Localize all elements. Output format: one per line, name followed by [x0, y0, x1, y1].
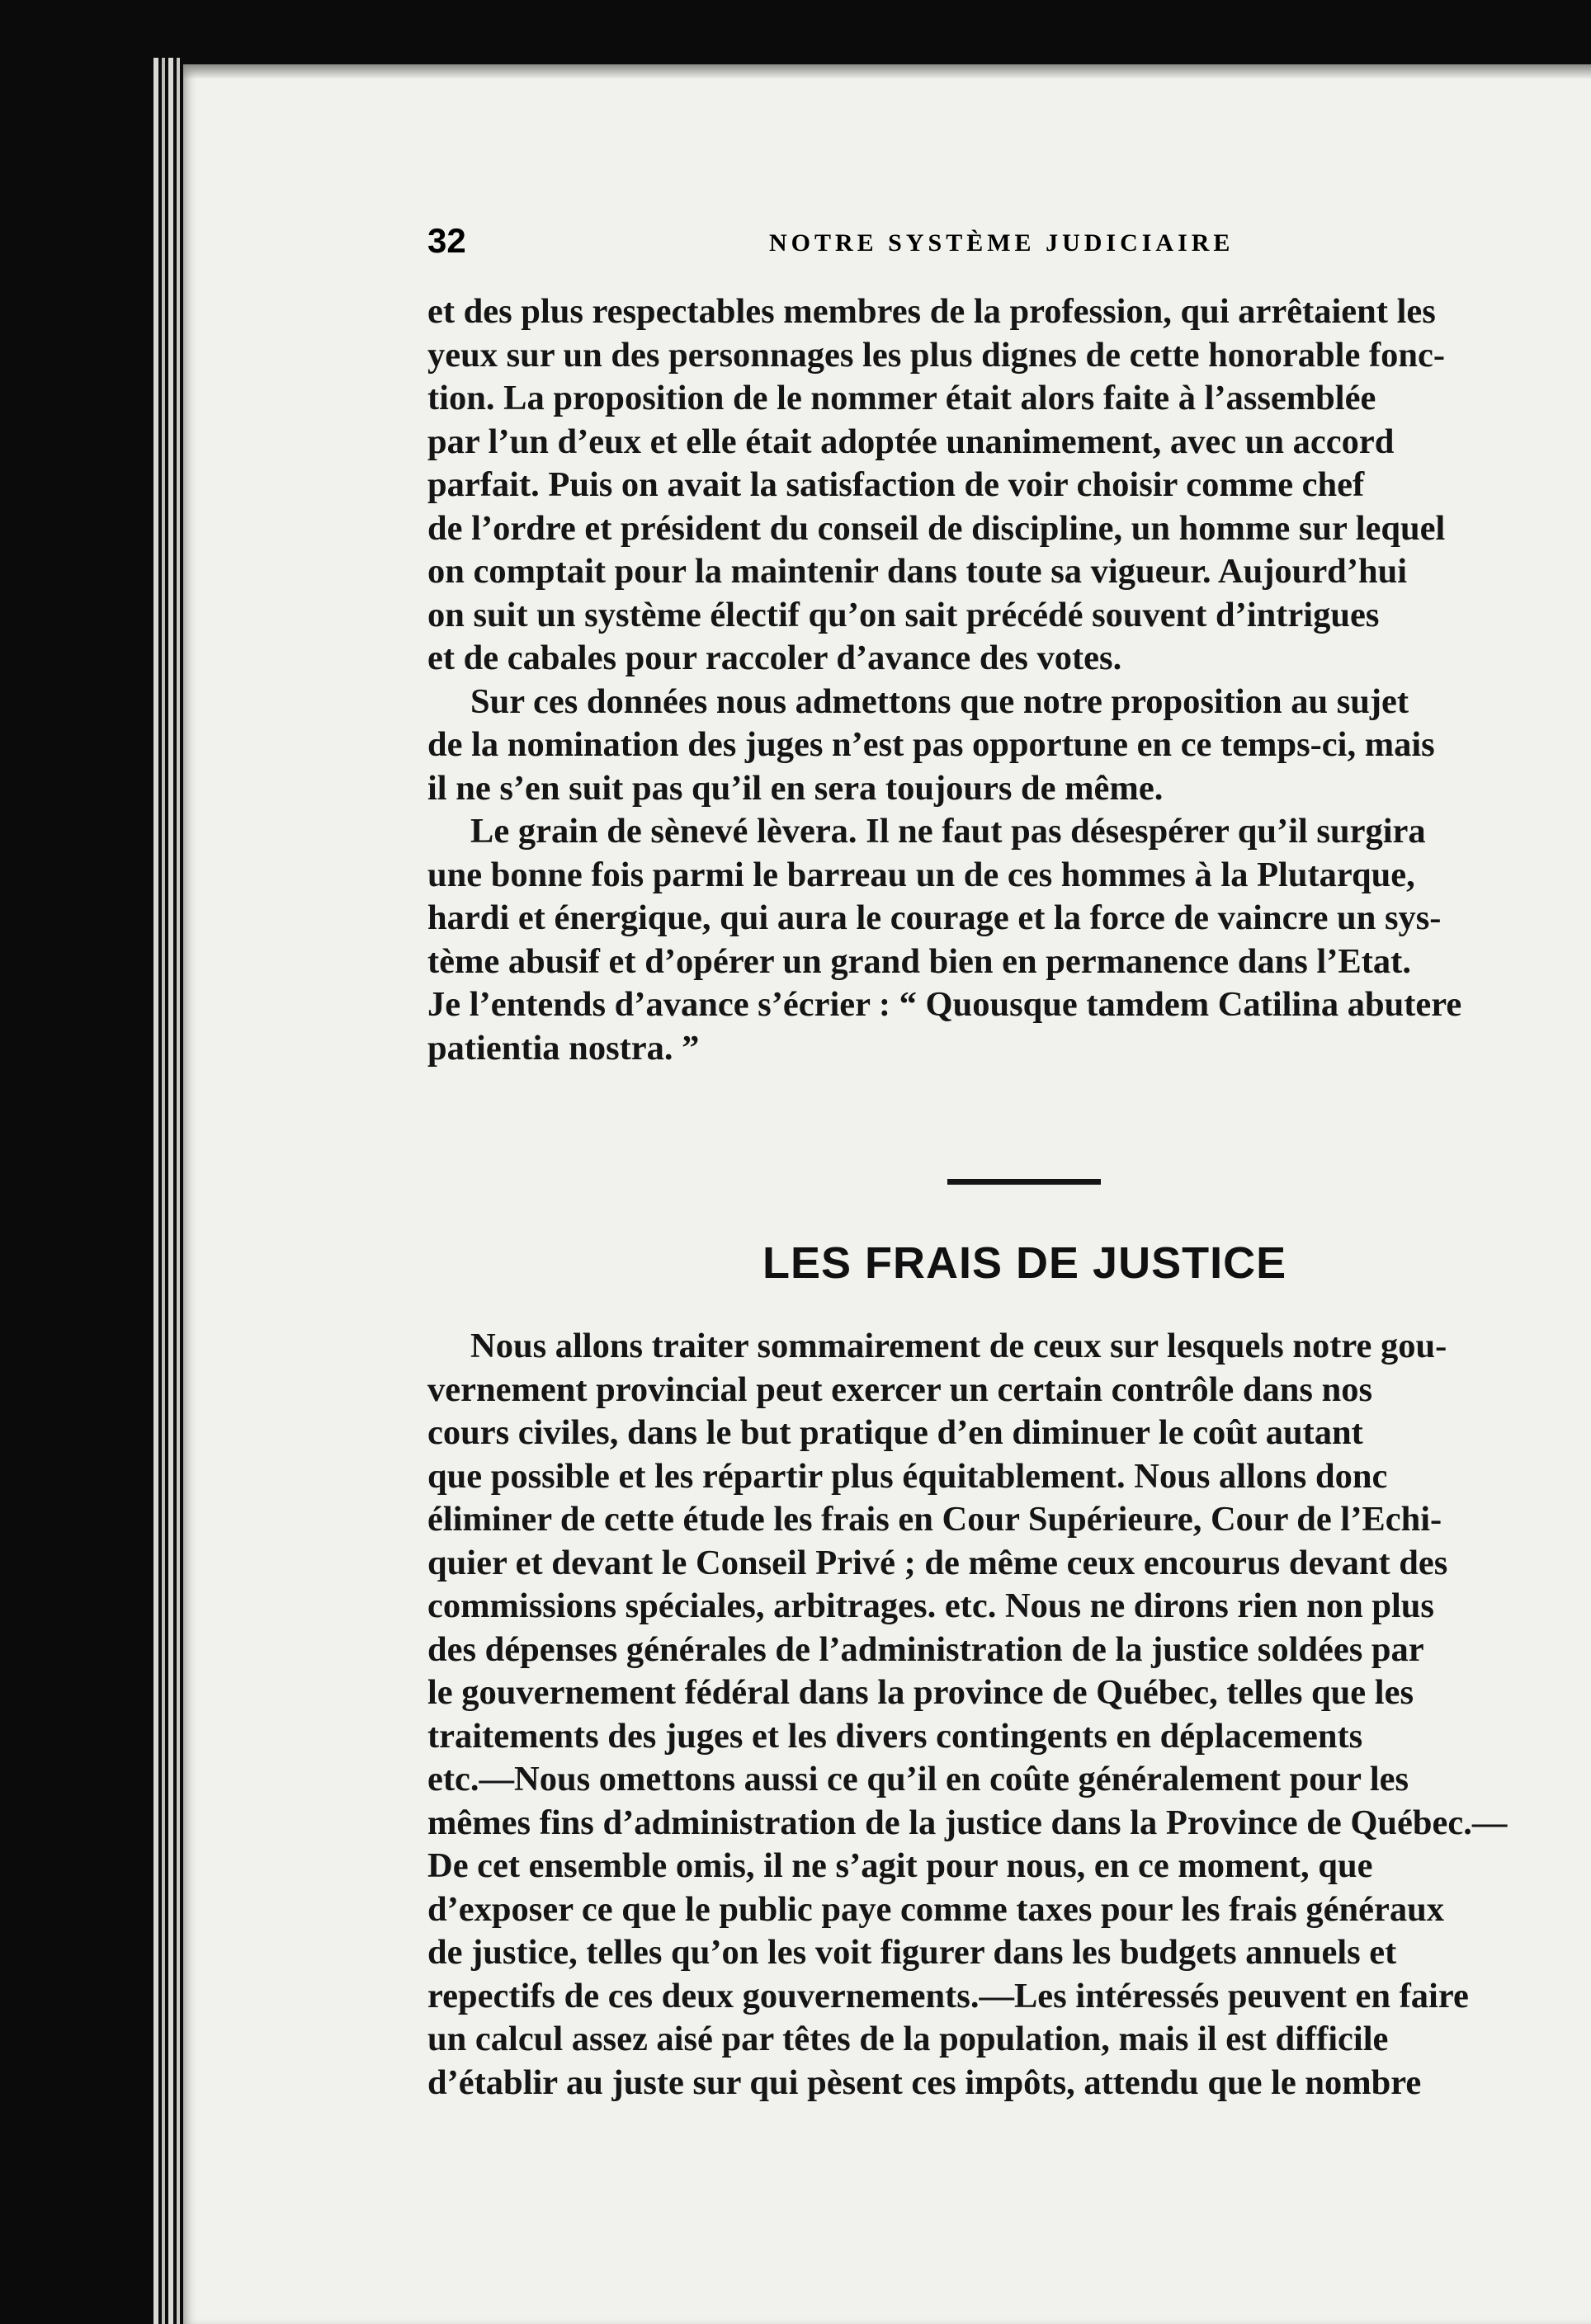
body-text-block-1 — [427, 290, 1591, 1070]
running-header-title: NOTRE SYSTÈME JUDICIAIRE — [769, 229, 1235, 257]
text-line: repectifs de ces deux gouvernements.—Les intéressés peuvent en faire — [427, 1976, 1469, 2015]
text-line: Sur ces données nous admettons que notre proposition au sujet — [470, 681, 1409, 721]
text-line: tème abusif et d’opérer un grand bien en permanence dans l’Etat. — [427, 941, 1411, 981]
text-line: Nous allons traiter sommairement de ceux sur lesquels notre gou- — [470, 1327, 1447, 1365]
text-line: éliminer de cette étude les frais en Cour Supérieure, Cour de l’Echi- — [427, 1500, 1442, 1539]
text-line: un calcul assez aisé par têtes de la population, mais il est difficile — [427, 2020, 1389, 2058]
text-line: d’exposer ce que le public paye comme taxes pour les frais généraux — [427, 1889, 1444, 1929]
text-line: d’établir au juste sur qui pèsent ces impôts, attendu que le nombre — [427, 2062, 1422, 2102]
text-line: quier et devant le Conseil Privé ; de même ceux encourus devant des — [427, 1543, 1448, 1582]
text-line: tion. La proposition de le nommer était alors faite à l’assemblée — [427, 379, 1376, 417]
text-line: hardi et énergique, qui aura le courage et la force de vaincre un sys- — [427, 898, 1442, 937]
section-heading: LES FRAIS DE JUSTICE — [762, 1238, 1287, 1288]
page-number: 32 — [427, 221, 466, 260]
text-line: parfait. Puis on avait la satisfaction de voir choisir comme chef — [427, 465, 1365, 504]
text-line: par l’un d’eux et elle était adoptée unanimement, avec un accord — [427, 422, 1395, 461]
text-line: yeux sur un des personnages les plus dignes de cette honorable fonc- — [427, 335, 1445, 375]
text-line: de la nomination des juges n’est pas opportune en ce temps-ci, mais — [427, 725, 1435, 764]
text-line: et des plus respectables membres de la profession, qui arrêtaient les — [427, 292, 1436, 331]
text-line: on suit un système électif qu’on sait précédé souvent d’intrigues — [427, 595, 1380, 634]
text-line: mêmes fins d’administration de la justice dans la Province de Québec.— — [427, 1803, 1508, 1842]
page-stack-edge — [168, 58, 173, 2324]
text-line: que possible et les répartir plus équitablement. Nous allons donc — [427, 1456, 1388, 1496]
text-line: Le grain de sènevé lèvera. Il ne faut pas désespérer qu’il surgira — [470, 812, 1426, 851]
section-divider-rule — [947, 1179, 1101, 1185]
text-line: commissions spéciales, arbitrages. etc. Nous ne dirons rien non plus — [427, 1586, 1434, 1625]
body-text-block-2 — [427, 1325, 1591, 2105]
text-line: etc.—Nous omettons aussi ce qu’il en coûte généralement pour les — [427, 1760, 1409, 1798]
text-line: patientia nostra. ” — [427, 1028, 700, 1068]
text-line: De cet ensemble omis, il ne s’agit pour nous, en ce moment, que — [427, 1846, 1373, 1885]
text-line: le gouvernement fédéral dans la province de Québec, telles que les — [427, 1673, 1414, 1712]
text-line: de justice, telles qu’on les voit figurer dans les budgets annuels et — [427, 1933, 1397, 1972]
text-line: Je l’entends d’avance s’écrier : “ Quousque tamdem Catilina abutere — [427, 985, 1462, 1024]
text-line: une bonne fois parmi le barreau un de ces hommes à la Plutarque, — [427, 855, 1415, 894]
page-stack-edge — [162, 58, 165, 2324]
text-line: il ne s’en suit pas qu’il en sera toujours de même. — [427, 768, 1164, 808]
page-stack-edge — [177, 58, 180, 2324]
text-line: des dépenses générales de l’administration de la justice soldées par — [427, 1629, 1424, 1669]
text-line: traitements des juges et les divers contingents en déplacements — [427, 1716, 1363, 1756]
page-stack-edge — [153, 58, 158, 2324]
text-line: cours civiles, dans le but pratique d’en diminuer le coût autant — [427, 1413, 1363, 1452]
text-line: de l’ordre et président du conseil de discipline, un homme sur lequel — [427, 508, 1446, 548]
page-top-shadow — [183, 64, 1591, 79]
text-line: vernement provincial peut exercer un certain contrôle dans nos — [427, 1369, 1373, 1409]
text-line: on comptait pour la maintenir dans toute sa vigueur. Aujourd’hui — [427, 552, 1408, 591]
text-line: et de cabales pour raccoler d’avance des votes. — [427, 639, 1122, 677]
